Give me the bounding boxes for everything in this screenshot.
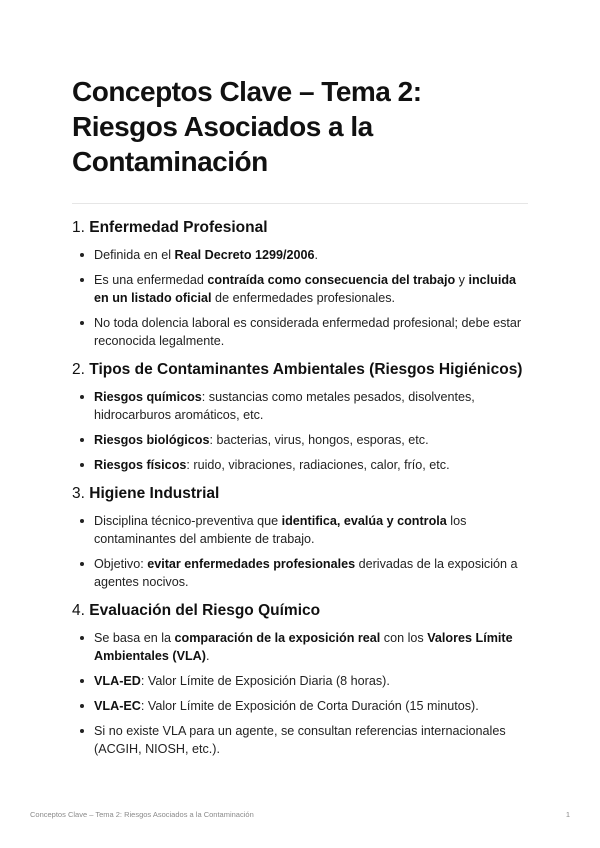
text-run: Es una enfermedad — [94, 273, 208, 287]
text-run: y — [455, 273, 469, 287]
bold-text: identifica, evalúa y controla — [281, 514, 447, 528]
text-run: los contaminantes del ambiente de trabajo. — [94, 514, 467, 546]
text-run: Objetivo: — [94, 557, 148, 571]
text-run: No toda dolencia laboral es considerada enfermedad profesional; debe estar reconocida legalmente. — [94, 316, 522, 348]
document-title: Conceptos Clave – Tema 2: Riesgos Asociados a la Contaminación — [72, 76, 422, 177]
bold-text: VLA-EC — [94, 699, 141, 713]
text-run: : sustancias como metales pesados, disolventes, hidrocarburos aromáticos, etc. — [94, 390, 475, 422]
bullet-icon — [80, 321, 84, 325]
section-number: 4. — [72, 602, 85, 619]
bold-text: contraída como consecuencia del trabajo — [207, 273, 456, 287]
bullet-icon — [80, 395, 84, 399]
text-run: : Valor Límite de Exposición Diaria (8 horas). — [140, 674, 390, 688]
bullet-icon — [80, 278, 84, 282]
bullet-icon — [80, 253, 84, 257]
list-item — [72, 271, 528, 307]
page-footer — [30, 810, 570, 819]
text-run: Disciplina técnico-preventiva que — [94, 514, 282, 528]
list-item — [72, 512, 528, 548]
text-run: . — [205, 649, 210, 663]
section-title: Tipos de Contaminantes Ambientales (Riesgos Higiénicos) — [89, 361, 523, 378]
section-heading — [72, 218, 528, 238]
bullet-icon — [80, 704, 84, 708]
list-item — [72, 697, 528, 715]
section-heading — [72, 601, 528, 621]
bold-text: comparación de la exposición real — [174, 631, 381, 645]
bold-text: Riesgos químicos — [94, 390, 202, 404]
section-number: 1. — [72, 219, 85, 236]
text-run: Definida en el — [94, 248, 175, 262]
list-item — [72, 555, 528, 591]
text-run: derivadas de la exposición a agentes nocivos. — [94, 557, 518, 589]
footer-title: Conceptos Clave – Tema 2: Riesgos Asociados a la Contaminación — [30, 810, 254, 819]
section-list — [72, 246, 528, 350]
list-item — [72, 388, 528, 424]
section-number: 2. — [72, 361, 85, 378]
text-run: Si no existe VLA para un agente, se consultan referencias internacionales (ACGIH, NIOSH, etc.). — [94, 724, 506, 756]
bold-text: Valores Límite Ambientales (VLA) — [94, 631, 513, 663]
bold-text: VLA-ED — [94, 674, 141, 688]
bullet-icon — [80, 562, 84, 566]
section-heading — [72, 360, 528, 380]
bold-text: incluida en un listado oficial — [94, 273, 517, 305]
list-item — [72, 722, 528, 758]
section-list — [72, 629, 528, 758]
sections-container — [72, 218, 528, 758]
list-item — [72, 456, 528, 474]
list-item — [72, 431, 528, 449]
text-run: . — [314, 248, 319, 262]
bullet-icon — [80, 679, 84, 683]
section-title: Enfermedad Profesional — [89, 219, 268, 236]
list-item — [72, 629, 528, 665]
section-title: Evaluación del Riesgo Químico — [89, 602, 321, 619]
text-run: : bacterias, virus, hongos, esporas, etc. — [209, 433, 429, 447]
bold-text: Riesgos biológicos — [94, 433, 210, 447]
list-item — [72, 672, 528, 690]
bullet-icon — [80, 729, 84, 733]
bullet-icon — [80, 636, 84, 640]
bold-text: Real Decreto 1299/2006 — [174, 248, 315, 262]
bullet-icon — [80, 463, 84, 467]
section-title: Higiene Industrial — [89, 485, 220, 502]
text-run: con los — [380, 631, 428, 645]
bullet-icon — [80, 438, 84, 442]
text-run: : Valor Límite de Exposición de Corta Duración (15 minutos). — [140, 699, 479, 713]
list-item — [72, 314, 528, 350]
section-list — [72, 388, 528, 474]
document-body — [72, 74, 528, 768]
text-run: de enfermedades profesionales. — [211, 291, 395, 305]
bullet-icon — [80, 519, 84, 523]
list-item — [72, 246, 528, 264]
bold-text: Riesgos físicos — [94, 458, 187, 472]
title-divider — [72, 203, 528, 204]
footer-page-number: 1 — [565, 810, 570, 819]
section-heading — [72, 484, 528, 504]
section-list — [72, 512, 528, 591]
text-run: Se basa en la — [94, 631, 175, 645]
section-number: 3. — [72, 485, 85, 502]
text-run: : ruido, vibraciones, radiaciones, calor, frío, etc. — [186, 458, 450, 472]
bold-text: evitar enfermedades profesionales — [147, 557, 356, 571]
